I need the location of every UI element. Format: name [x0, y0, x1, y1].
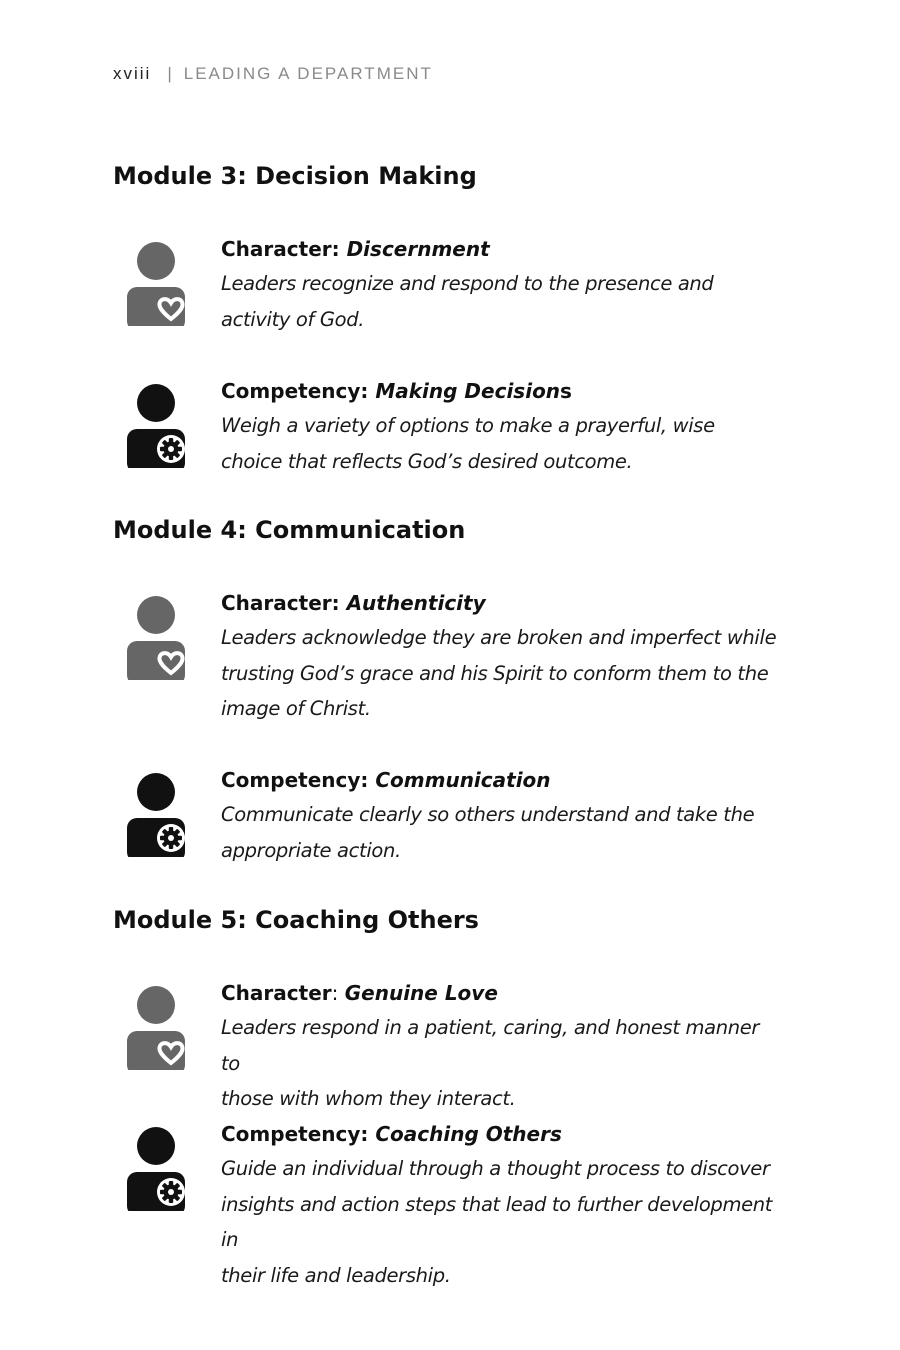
- entry-description: [221, 620, 781, 727]
- entry-kind: Competency:: [221, 768, 376, 792]
- entry-kind: Character:: [221, 237, 347, 261]
- desc-line: their life and leadership.: [221, 1263, 451, 1287]
- entry-name: Genuine Love: [344, 981, 498, 1005]
- entry-name: Discernment: [346, 237, 490, 261]
- module-title-coaching-others: Module 5: Coaching Others: [113, 906, 479, 934]
- entry-name-suffix: s: [560, 379, 572, 403]
- desc-line: Weigh a variety of options to make a prayerful, wise: [221, 414, 715, 437]
- module-title-decision-making: Module 3: Decision Making: [113, 162, 477, 190]
- desc-line: appropriate action.: [221, 838, 401, 862]
- desc-line: Communicate clearly so others understand and take the: [221, 803, 755, 826]
- entry-description: [221, 408, 781, 479]
- entry-description: [221, 1010, 781, 1117]
- entry-kind: Character: [221, 981, 332, 1005]
- running-head: [113, 64, 433, 84]
- entry-name: Making Decision: [375, 379, 561, 403]
- desc-line: those with whom they interact.: [221, 1087, 516, 1110]
- page-number: xviii: [113, 64, 152, 83]
- entry-name: Authenticity: [346, 591, 486, 615]
- entry-name: Communication: [375, 768, 551, 792]
- person-heart-icon: [125, 236, 187, 326]
- person-gear-icon: [125, 1121, 187, 1211]
- entry-kind-colon: :: [331, 981, 345, 1005]
- entry-kind: Competency:: [221, 1122, 376, 1146]
- desc-line: insights and action steps that lead to further development in: [221, 1192, 773, 1251]
- desc-line: activity of God.: [221, 307, 365, 331]
- entry-name: Coaching Others: [375, 1122, 562, 1146]
- desc-line: image of Christ.: [221, 697, 371, 720]
- desc-line: choice that reflects God’s desired outcome.: [221, 449, 633, 473]
- entry-description: [221, 1151, 781, 1293]
- desc-line: Leaders respond in a patient, caring, and honest manner to: [221, 1016, 760, 1075]
- module-title-communication: Module 4: Communication: [113, 516, 466, 544]
- person-gear-icon: [125, 767, 187, 857]
- entry-kind: Competency:: [221, 379, 376, 403]
- entry-kind: Character:: [221, 591, 347, 615]
- entry-description: [221, 266, 781, 337]
- person-gear-icon: [125, 378, 187, 468]
- person-heart-icon: [125, 980, 187, 1070]
- entry-description: [221, 797, 781, 868]
- book-title: LEADING A DEPARTMENT: [183, 64, 433, 83]
- desc-line: trusting God’s grace and his Spirit to conform them to the: [221, 661, 769, 685]
- person-heart-icon: [125, 590, 187, 680]
- desc-line: Leaders recognize and respond to the presence and: [221, 272, 714, 295]
- desc-line: Leaders acknowledge they are broken and imperfect while: [221, 626, 777, 649]
- header-separator: |: [167, 64, 172, 83]
- desc-line: Guide an individual through a thought process to discover: [221, 1157, 770, 1180]
